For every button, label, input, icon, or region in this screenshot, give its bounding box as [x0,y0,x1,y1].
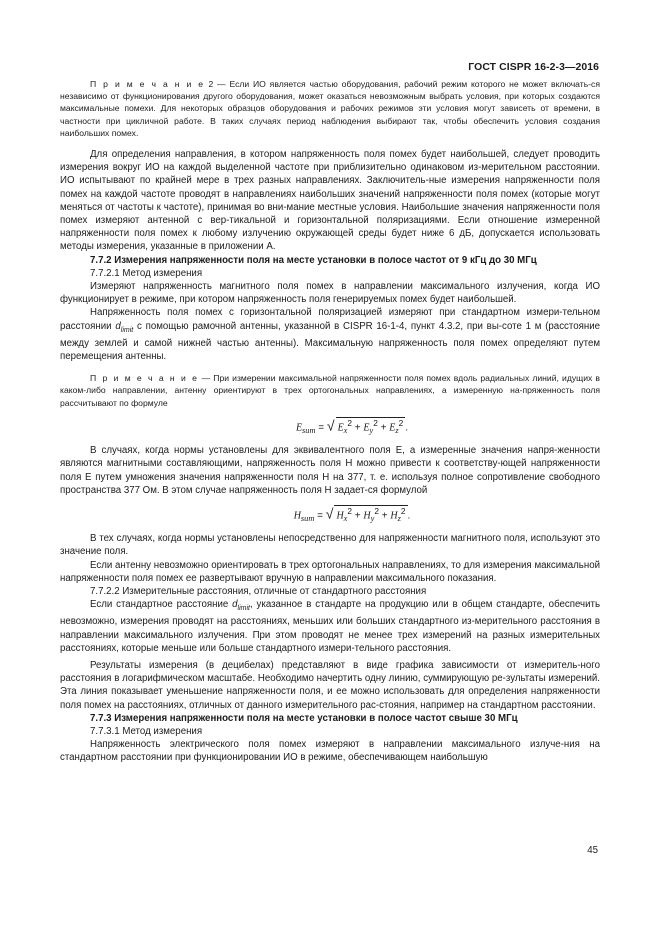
d-symbol: d [232,599,238,611]
limit-subscript: limit [237,605,250,613]
formula-e-sum: $E_{sum}$ = √ $E_x^2 + E_y^2 + E_z^2$ . [295,417,409,436]
d-symbol: d [115,320,121,332]
section-heading-7-7-2: 7.7.2 Измерения напряженности поля на месте установки в полосе частот от 9 кГц до 30 МГц [90,254,537,266]
page-number: 45 [587,845,598,856]
note-text: — При измерении максимальной напряженности поля помех вдоль радиальных линий, идущих в каком-либо направлении, антенну ориентируют в трех ортогональных направлениях, а измеренную на-пряженность поля рассчитывают по формуле [60,373,600,408]
paragraph-direction: Для определения направления, в котором напряженность поля помех будет наибольшей, следует проводить измерения вокруг ИО на каждой выделенной частоте при приблизительно одинаковом из-мерительном расстоянии. ИО испытывают по крайней мере в трех разных направлениях. Заключитель-ные измерения напряженности поля помех на каждой частоте проводят в направлениях наибольших значений напряженности поля помех (которые могут меняться от частоты к частоте), принимая во вни-мание местные условия. Наибольшие значения напряженности поля помех измеряют антенной с вер-тикальной и горизонтальной поляризациями. Если отношение измеренной напряженности поля помех к любому излучению окружающей среды будет ниже 6 дБ, допускается использовать методы измерения, указанные в приложении А. [60,149,600,253]
section-heading-7-7-3: 7.7.3 Измерения напряженности поля на месте установки в полосе частот свыше 30 МГц [90,712,518,724]
note-measurement [60,372,600,409]
note-2 [60,78,600,139]
page-body [60,78,600,765]
subsection-heading-7-7-3-1: 7.7.3.1 Метод измерения [90,726,203,738]
limit-subscript: limit [120,326,134,334]
text-part: , указанное в стандарте на продукцию или в общем стандарте, обеспечить невозможно, измерения проводят на расстояниях, меньших или больших стандартного из-мерительного расстояния в направлении максимального излучения. При этом проводят не менее трех измерений на разных измерительных расстояниях, которые меньше или больше стандартного измери-тельного расстояния. [60,599,600,654]
note-text: 2 — Если ИО является частью оборудования, рабочий режим которого не может включать-ся независимо от функционирования другого оборудования, может оказаться невозможным выбрать условия, при которых создаются максимальные помехи. Для некоторых образцов оборудования и рабочих режимов эти условия могут зависеть от времени, в частности при цикличной работе. В таких случаях период наблюдения выбирают так, чтобы обеспечить условия создания наибольших помех. [60,79,600,138]
note-label: П р и м е ч а н и е [90,373,199,384]
note-label: П р и м е ч а н и е [90,79,205,89]
subsection-heading-7-7-2-2: 7.7.2.2 Измерительные расстояния, отличные от стандартного расстояния [90,586,427,598]
text-part: с помощью рамочной антенны, указанной в CISPR 16-1-4, пункт 4.3.2, при вы-соте 1 м (расстояние между землей и самой нижней частью антенны). Максимальную напряженность поля помех определяют путем перемещения антенны. [60,320,600,362]
subsection-heading-7-7-2-1: 7.7.2.1 Метод измерения [90,267,203,279]
standard-header: ГОСТ CISPR 16-2-3—2016 [468,62,599,73]
paragraph-electric: Напряженность электрического поля помех измеряют в направлении максимального излуче-ния на стандартном расстоянии при функционировании ИО в режиме, обеспечивающем наибольшую [60,739,600,764]
paragraph-orientation: Если антенну невозможно ориентировать в трех ортогональных направлениях, то для измерения максимальной напряженности поля помех ее развертывают вручную в направлении максимального показания. [60,559,600,584]
paragraph-distance [60,598,600,655]
formula-h-sum: $H_{sum}$ = √ $H_x^2 + H_y^2 + H_z^2$ . [293,505,411,524]
paragraph-magnetic: Измеряют напряженность магнитного поля помех в направлении максимального излучения, когда ИО функционирует в режиме, при котором напряженность поля генерируемых помех будет наибольшей. [60,281,600,306]
paragraph-equivalent: В случаях, когда нормы установлены для эквивалентного поля E, а измеренные значения напря-женности являются магнитными составляющими, напряженность поля H можно привести к соответству-ющей напряженности поля E путем умножения значения напряженности поля H на 377, т. е. используя полное сопротивление свободного пространства 377 Ом. В этом случае напряженность поля H задает-ся формулой [60,445,600,496]
text-part: Напряженность поля помех с горизонтальной поляризацией измеряют при стандартном измери-тельном расстоянии [60,307,600,332]
paragraph-results: Результаты измерения (в децибелах) представляют в виде графика зависимости от измеритель-ного расстояния в логарифмическом масштабе. Необходимо начертить одну линию, суммирующую ре-зультаты измерений. Эта линия показывает уменьшение напряженности поля, и ее можно использовать для определения напряженности поля помех на расстояниях, отличных от данного измерительного рас-стояния, например на стандартном расстоянии. [60,660,600,711]
paragraph-norms: В тех случаях, когда нормы установлены непосредственно для напряженности магнитного поля, используют это значение поля. [60,533,600,558]
text-part: Если стандартное расстояние [90,599,233,611]
paragraph-horizontal [60,306,600,363]
